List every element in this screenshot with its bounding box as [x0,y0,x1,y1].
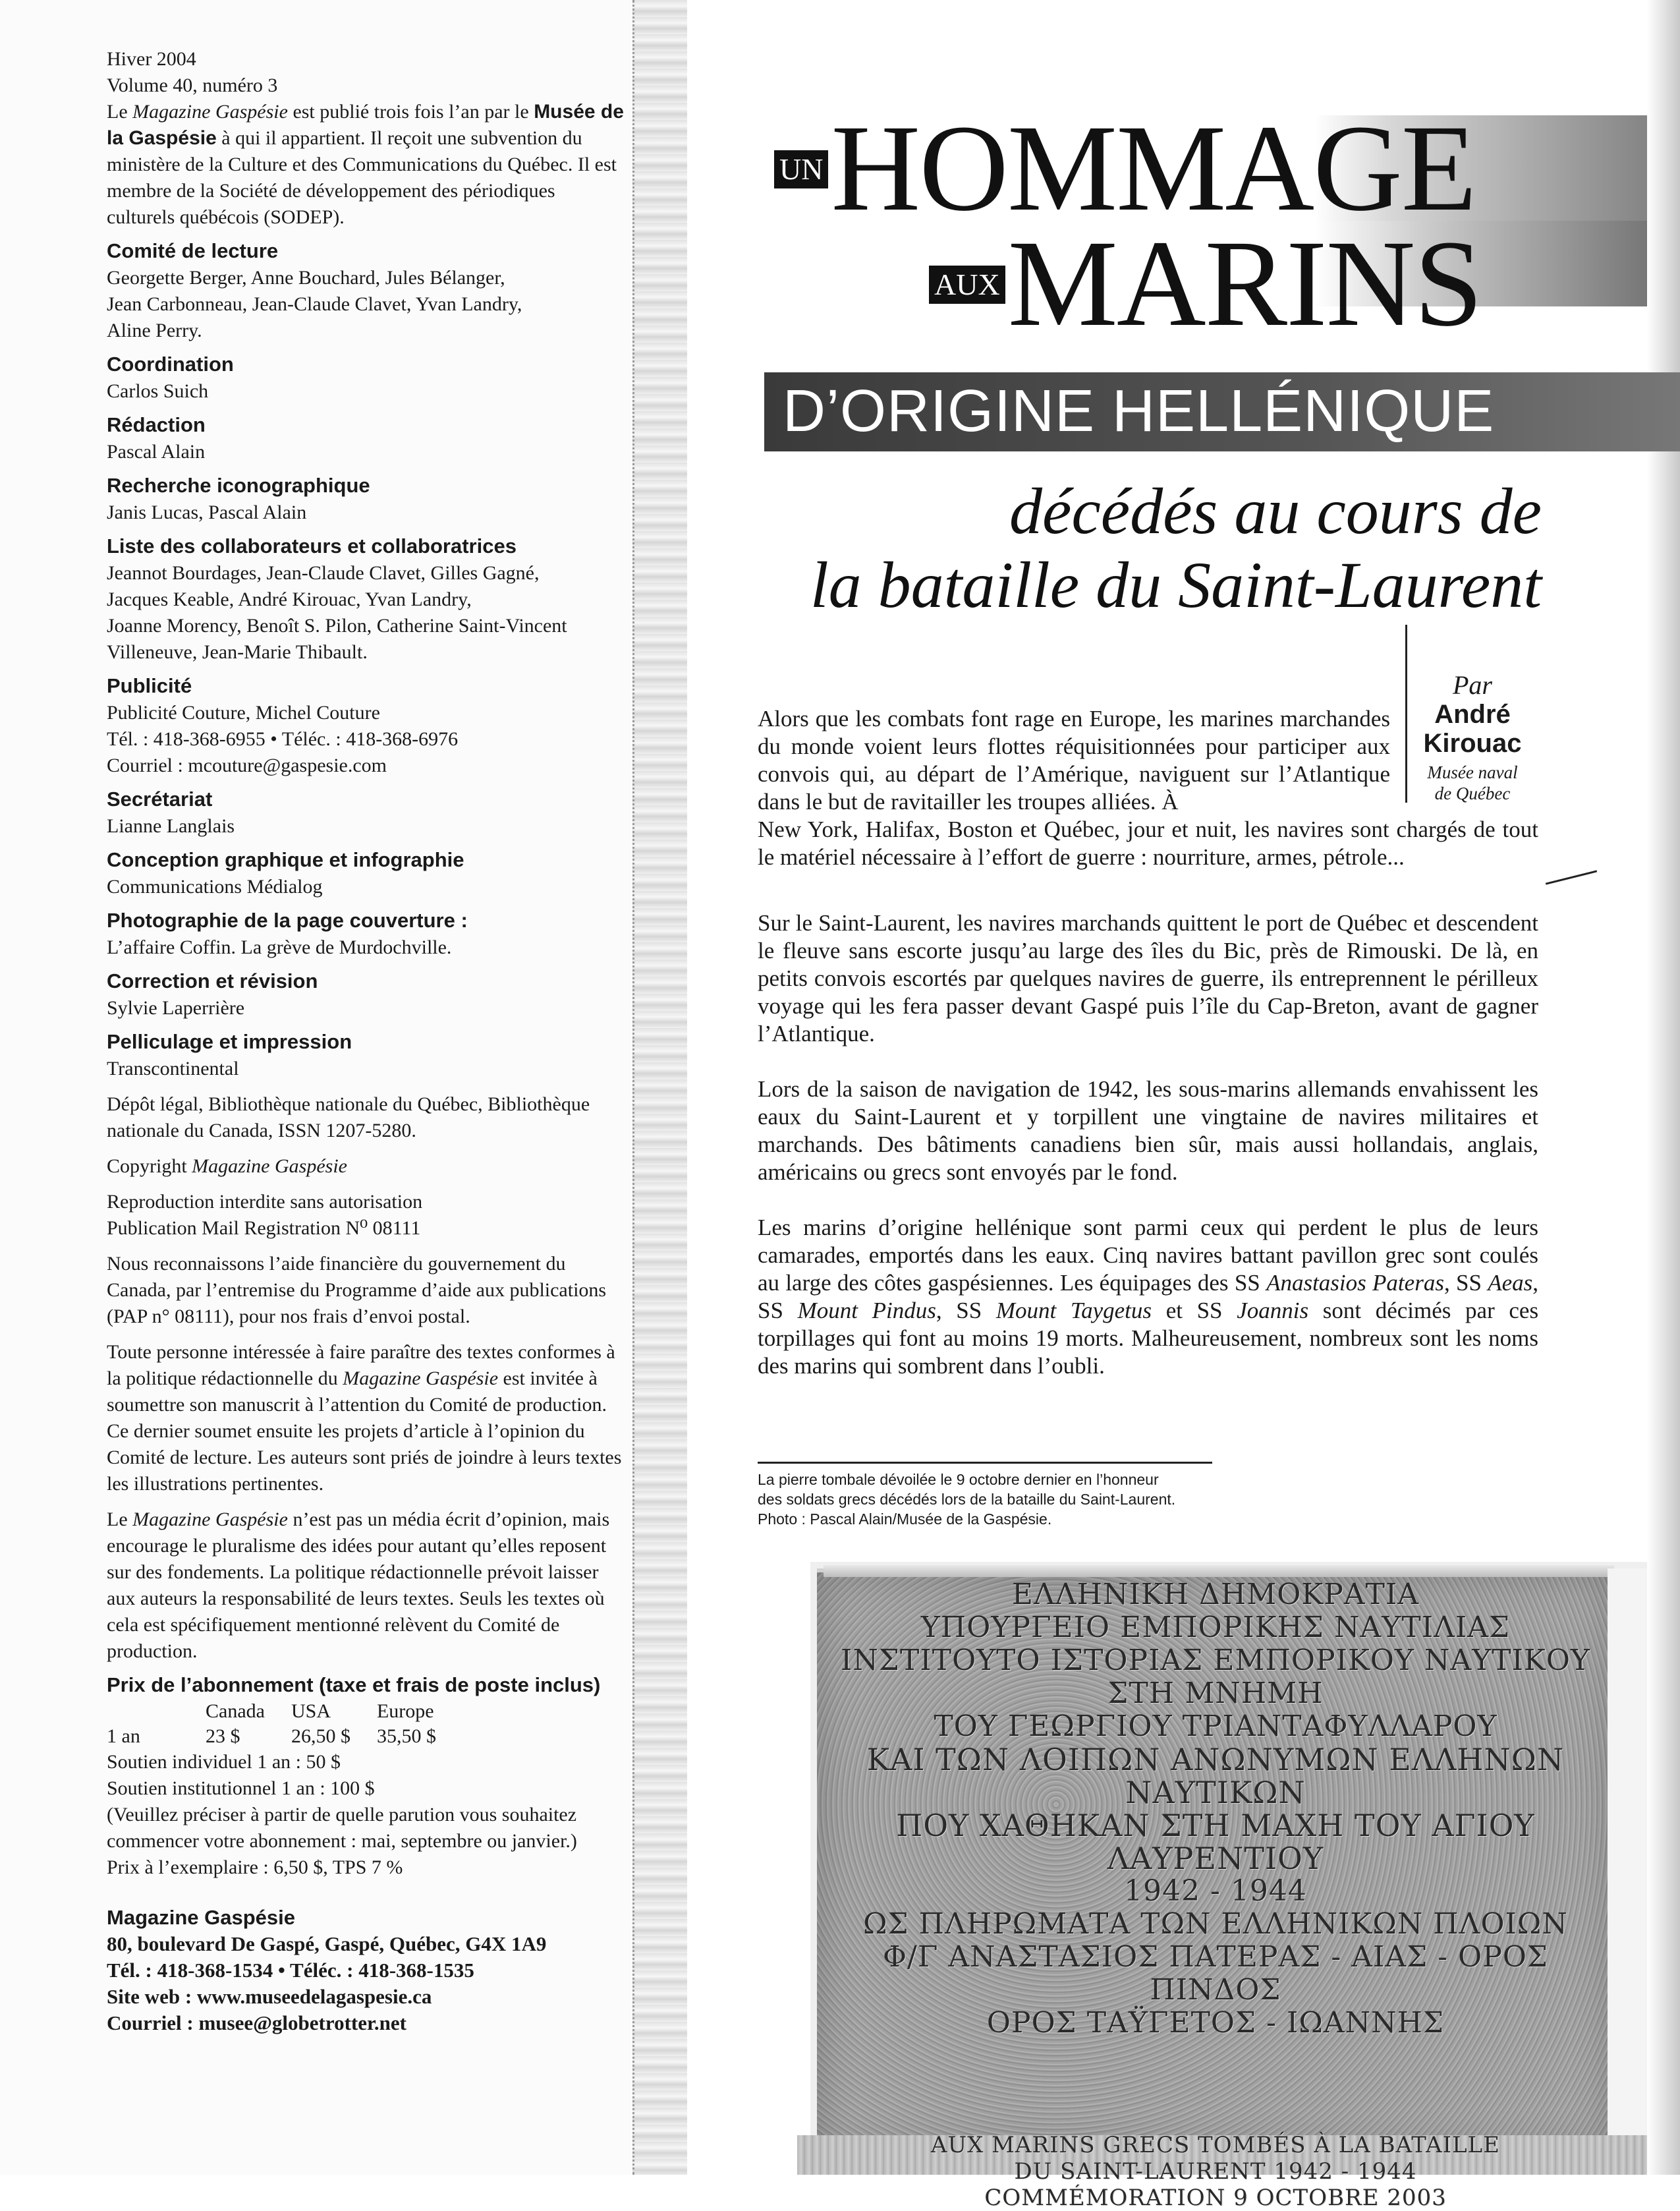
byline-rule [1405,625,1407,803]
article-paragraph: Alors que les combats font rage en Europe, les marines marchandes du monde voient leurs flottes réquisitionnées pour participer aux convois qui, au départ de l’Amérique, naviguent sur l’Atlantique dans le but de ravitailler les troupes alliées. À [758,706,1390,815]
inscription-line: ΕΛΛΗΝΙΚΗ ΔΗΜΟΚΡΑΤΙΑ [1011,1578,1420,1611]
article-paragraph: New York, Halifax, Boston et Québec, jour et nuit, les navires sont chargés de tout le matériel nécessaire à l’effort de guerre : nourriture, armes, pétrole... [758,817,1538,870]
street-address: 80, boulevard De Gaspé, Gaspé, Québec, G4X 1A9 [107,1932,547,1955]
photo-caption: La pierre tombale dévoilée le 9 octobre dernier en l’honneur des soldats grecs décédés lors de la bataille du Saint-Laurent. Photo : Pascal Alain/Musée de la Gaspésie. [758,1471,1176,1528]
submission-notice: Toute personne intéressée à faire paraître des textes conformes à la politique rédactionnelle du Magazine Gaspésie est invitée à soumettre son manuscrit à l’attention du Comité de production. Ce dernier soumet ensuite les projets d’article à l’opinion du Comité de lecture. Les auteurs sont priés de joindre à leurs textes les illustrations pertinentes. [107,1341,622,1495]
byline [1416,671,1528,804]
credits-list [107,237,627,1082]
article-paragraph: Les marins d’origine hellénique sont parmi ceux qui perdent le plus de leurs camarades, emportés dans les eaux. Cinq navires battant pavillon grec sont coulés au large des côtes gaspésiennes. Les équipages des SS Anastasios Pateras, SS Aeas, SS Mount Pindus, SS Mount Taygetus et SS Joannis sont décimés par ces torpillages qui font au moins 19 morts. Malheureusement, nombreux sont les noms des marins qui sombrent dans l’oubli. [758,1215,1539,1379]
credit-heading: Liste des collaborateurs et collaboratrices [107,534,517,558]
inscription-line: ΩΣ ΠΛΗΡΩΜΑΤΑ ΤΩΝ ΕΛΛΗΝΙΚΩΝ ΠΛΟΙΩΝ [863,1907,1568,1941]
title-line-1 [774,99,1476,237]
inscription-line: AUX MARINS GRECS TOMBÉS À LA BATAILLE [930,2132,1501,2158]
credit-line: Jacques Keable, André Kirouac, Yvan Landry, [107,589,472,610]
credit-line: Joanne Morency, Benoît S. Pilon, Catherine Saint-Vincent [107,615,567,637]
table-header-row [107,1699,462,1724]
individual-support: Soutien individuel 1 an : 50 $ [107,1751,341,1773]
page-edge [1647,0,1680,2175]
row-label: 1 an [107,1725,140,1747]
credit-heading: Recherche iconographique [107,474,370,497]
credit-line: Aline Perry. [107,320,202,341]
caption-rule [758,1462,1212,1464]
inscription-line: ΣΤΗ ΜΝΗΜΗ [1107,1677,1324,1710]
financial-aid-notice: Nous reconnaissons l’aide financière du gouvernement du Canada, par l’entremise du Programme d’aide aux publications (PAP n° 08111), pour nos frais d’envoi postal. [107,1253,607,1327]
price-cell: 26,50 $ [291,1725,350,1747]
mail-registration: Publication Mail Registration N⁰ 08111 [107,1217,421,1239]
credit-line: L’affaire Coffin. La grève de Murdochville. [107,936,452,958]
credit-heading: Correction et révision [107,969,318,992]
credit-heading: Coordination [107,353,234,376]
reproduction-notice: Reproduction interdite sans autorisation [107,1191,423,1213]
credit-heading: Conception graphique et infographie [107,848,464,871]
price-cell: 35,50 $ [376,1725,436,1747]
price-cell: 23 $ [206,1725,240,1747]
pen-mark [1546,870,1597,884]
credit-line: Transcontinental [107,1058,239,1079]
subscription-note: (Veuillez préciser à partir de quelle parution vous souhaitez commencer votre abonnement : mai, septembre ou janvier.) [107,1804,577,1852]
publisher-name: Magazine Gaspésie [107,1906,296,1929]
issue-date: Hiver 2004 [107,48,196,70]
title-big-word: MARINS [1007,214,1482,352]
inscription-line: ΚΑΙ ΤΩΝ ΛΟΙΠΩΝ ΑΝΩΝΥΜΩΝ ΕΛΛΗΝΩΝ ΝΑΥΤΙΚΩΝ [866,1742,1565,1810]
credit-line: Sylvie Laperrière [107,997,245,1019]
credit-line: Villeneuve, Jean-Marie Thibault. [107,641,368,663]
credit-line: Publicité Couture, Michel Couture [107,702,380,724]
subscription-table [107,1699,462,1749]
credit-line: Georgette Berger, Anne Bouchard, Jules Bélanger, [107,267,505,289]
table-row [107,1724,462,1749]
phone-numbers: Tél. : 418-368-1534 • Téléc. : 418-368-1535 [107,1959,474,1982]
author-last-name: Kirouac [1423,729,1522,758]
legal-deposit: Dépôt légal, Bibliothèque nationale du Québec, Bibliothèque nationale du Canada, ISSN 1207-5280. [107,1093,590,1141]
inscription-line: ΠΟΥ ΧΑΘΗΚΑΝ ΣΤΗ ΜΑΧΗ ΤΟΥ ΑΓΙΟΥ ΛΑΥΡΕΝΤΙΟΥ [896,1808,1535,1876]
inscription-line: DU SAINT-LAURENT 1942 - 1944 [1014,2158,1417,2185]
contact-address [107,1905,627,2036]
author-institution: Musée naval de Québec [1427,762,1518,803]
single-copy-price: Prix à l’exemplaire : 6,50 $, TPS 7 % [107,1856,403,1878]
article-subtitle: D’ORIGINE HELLÉNIQUE [783,378,1495,444]
article-deck [758,474,1542,622]
byline-par: Par [1453,670,1492,700]
column-header: Canada [206,1700,265,1722]
inscription-line: COMMÉMORATION 9 OCTOBRE 2003 [984,2185,1447,2211]
credit-line: Jeannot Bourdages, Jean-Claude Clavet, Gilles Gagné, [107,562,540,584]
masthead-intro: Le Magazine Gaspésie est publié trois fois l’an par le Musée de la Gaspésie à qui il appartient. Il reçoit une subvention du ministère de la Culture et des Communications du Québec. Il est membre de la Société de développement des périodiques culturels québécois (SODEP). [107,101,624,228]
stone-inscription [837,1578,1594,2211]
credit-line: Carlos Suich [107,380,209,402]
stone-top-edge [824,1565,1614,1577]
author-first-name: André [1434,700,1511,729]
credit-line: Tél. : 418-368-6955 • Téléc. : 418-368-6976 [107,728,459,750]
inscription-line: ΤΟΥ ΓΕΩΡΓΙΟΥ ΤΡΙΑΝΤΑΦΥΛΛΑΡΟΥ [934,1709,1498,1743]
title-small-word: UN [774,150,828,188]
article-body [758,909,1538,1408]
photo-background [1608,1568,1647,2148]
editorial-policy: Le Magazine Gaspésie n’est pas un média écrit d’opinion, mais encourage le pluralisme des idées pour autant qu’elles reposent sur des fondements. La politique rédactionnelle prévoit laisser aux auteurs la responsabilité de leurs textes. Seuls les textes où cela est spécifiquement mentionné relèvent du Comité de production. [107,1508,610,1662]
credit-heading: Pelliculage et impression [107,1030,352,1053]
credit-line: Janis Lucas, Pascal Alain [107,502,307,523]
column-header: Europe [376,1700,434,1722]
inscription-line: Φ/Γ ΑΝΑΣΤΑΣΙΟΣ ΠΑΤΕΡΑΣ - ΑΙΑΣ - ΟΡΟΣ ΠΙΝΔΟΣ [882,1940,1549,2007]
institutional-support: Soutien institutionnel 1 an : 100 $ [107,1777,375,1799]
article-paragraph: Sur le Saint-Laurent, les navires marchands quittent le port de Québec et descendent le fleuve sans escorte jusqu’au large des îles du Bic, près de Rimouski. De là, en petits convois escortés par quelques navires de guerre, ils entreprennent le périlleux voyage qui les fera passer devant Gaspé puis l’île du Cap-Breton, avant de gagner l’Atlantique. [758,910,1538,1047]
deck-line: la bataille du Saint-Laurent [810,548,1542,621]
website: Site web : www.museedelagaspesie.ca [107,1985,432,2008]
copyright: Copyright Magazine Gaspésie [107,1155,347,1177]
email: Courriel : musee@globetrotter.net [107,2011,406,2034]
title-line-2 [929,214,1482,352]
credit-heading: Rédaction [107,413,206,436]
title-small-word: AUX [929,266,1005,304]
credit-line: Pascal Alain [107,441,206,463]
credit-line: Lianne Langlais [107,815,235,837]
credit-line: Communications Médialog [107,876,323,898]
credit-line: Jean Carbonneau, Jean-Claude Clavet, Yvan Landry, [107,293,522,315]
credit-heading: Publicité [107,674,192,697]
article-paragraph: Lors de la saison de navigation de 1942, les sous-marins allemands envahissent les eaux du Saint-Laurent et y torpillent une vingtaine de navires militaires et marchands. Des bâtiments canadiens bien sûr, mais aussi hollandais, anglais, américains ou grecs sont envoyés par le fond. [758,1076,1538,1185]
title-big-word: HOMMAGE [831,99,1476,237]
torn-edge [632,0,687,2175]
deck-line: décédés au cours de [1009,474,1542,548]
credit-heading: Secrétariat [107,788,213,811]
credit-heading: Photographie de la page couverture : [107,909,468,932]
volume-number: Volume 40, numéro 3 [107,74,278,96]
inscription-line: ΙΝΣΤΙΤΟΥΤΟ ΙΣΤΟΡΙΑΣ ΕΜΠΟΡΙΚΟΥ ΝΑΥΤΙΚΟΥ [841,1644,1590,1677]
inscription-line: ΥΠΟΥΡΓΕΙΟ ΕΜΠΟΡΙΚΗΣ ΝΑΥΤΙΛΙΑΣ [920,1611,1511,1644]
column-header: USA [291,1700,331,1722]
credit-heading: Comité de lecture [107,239,279,262]
inscription-line: 1942 - 1944 [1124,1874,1307,1908]
subscription-heading: Prix de l’abonnement (taxe et frais de poste inclus) [107,1673,601,1696]
inscription-line: ΟΡΟΣ ΤΑΫΓΕΤΟΣ - ΙΩΑΝΝΗΣ [986,2006,1445,2040]
credit-line: Courriel : mcouture@gaspesie.com [107,755,387,776]
masthead-column [107,46,627,2036]
